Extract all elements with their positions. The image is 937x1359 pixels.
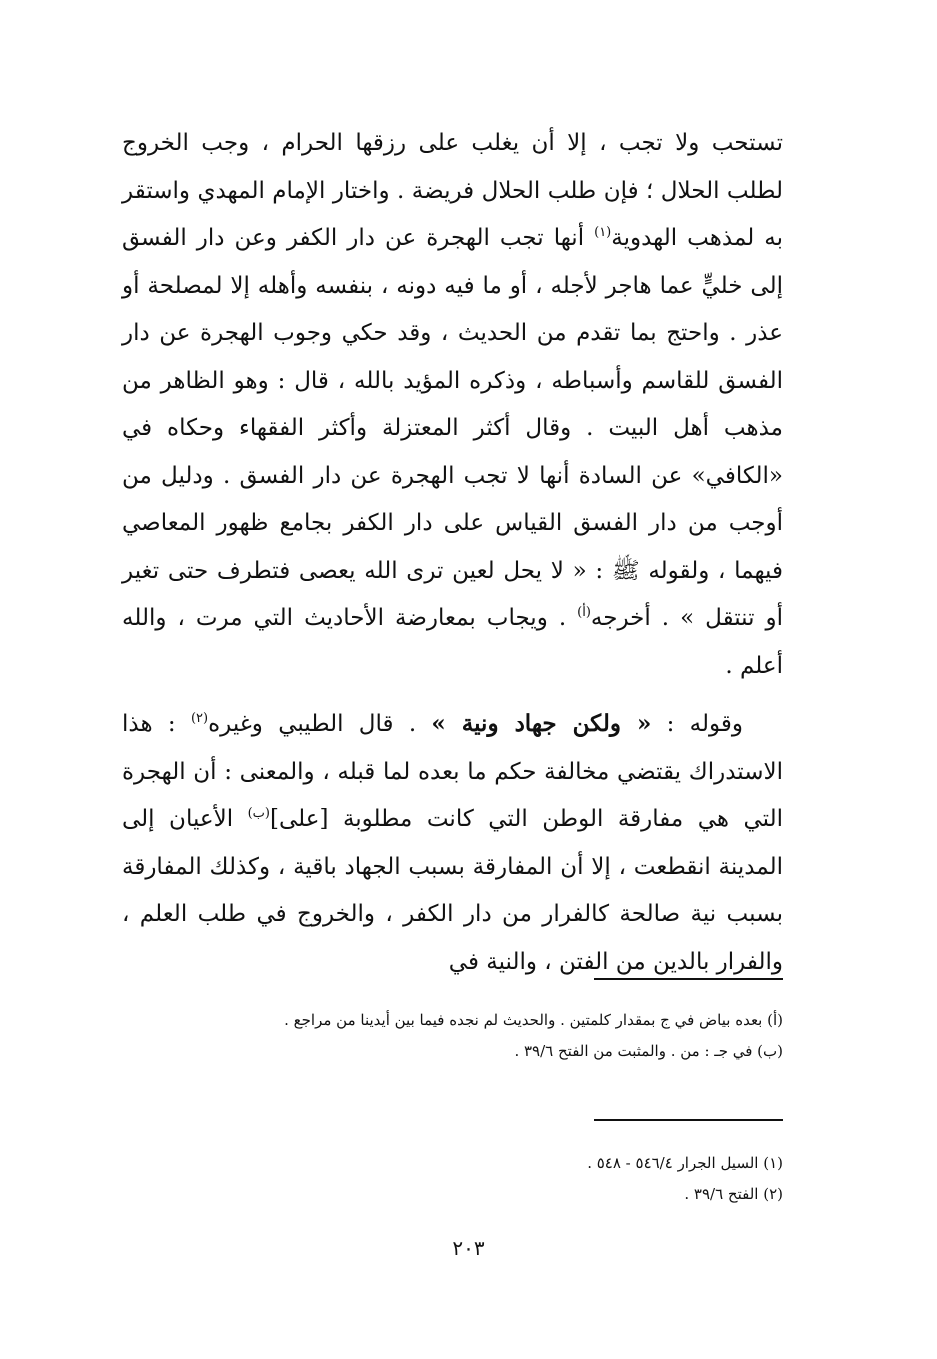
footnote-divider-numbers	[594, 1119, 783, 1121]
paragraph-2	[122, 700, 783, 986]
paragraph-1-part-1: تستحب ولا تجب ، إلا أن يغلب على رزقها الحرام ، وجب الخروج لطلب الحلال ؛ فإن طلب الحلال فريضة . واختار الإمام المهدي واستقر به لمذهب الهدوية	[122, 130, 784, 251]
footnote-divider-letters	[594, 978, 783, 980]
page-number: ٢٠٣	[452, 1236, 485, 1260]
footnote-ref-ba[interactable]: (ب)	[247, 806, 270, 821]
footnote-ref-alif[interactable]: (أ)	[577, 605, 591, 620]
paragraph-1	[122, 120, 783, 690]
paragraph-1-part-2: أنها تجب الهجرة عن دار الكفر وعن دار الفسق إلى خليٍّ عما هاجر لأجله ، أو ما فيه دونه ، بنفسه وأهله إلا لمصلحة أو عذر . واحتج بما تقدم من الحديث ، وقد حكي وجوب الهجرة عن دار الفسق للقاسم وأسباطه ، وذكره المؤيد بالله ، قال : وهو الظاهر من مذهب أهل البيت . وقال أكثر المعتزلة وأكثر الفقهاء وحكاه في «الكافي» عن السادة أنها لا تجب الهجرة عن دار الفسق . ودليل من أوجب من دار الفسق القياس على دار الكفر بجامع ظهور المعاصي فيهما ، ولقوله ﷺ : « لا يحل لعين ترى الله يعصى فتطرف حتى تغير أو تنتقل » . أخرجه	[122, 225, 784, 631]
footnote-ref-1[interactable]: (١)	[594, 225, 612, 240]
footnote-1: (١) السيل الجرار ٥٤٦/٤ - ٥٤٨ .	[587, 1154, 783, 1172]
main-text	[122, 120, 783, 1009]
hadith-quote: « ولكن جهاد ونية »	[431, 710, 652, 737]
paragraph-2-part-3: الأعيان إلى المدينة انقطعت ، إلا أن المفارقة بسبب الجهاد باقية ، وكذلك المفارقة بسبب نية صالحة كالفرار من دار الكفر ، والخروج في طلب العلم ، والفرار بالدين من الفتن ، والنية في	[122, 806, 783, 975]
footnote-2: (٢) الفتح ٣٩/٦ .	[684, 1185, 783, 1203]
paragraph-1-part-3: . ويجاب بمعارضة الأحاديث التي مرت ، والله أعلم .	[122, 605, 783, 679]
paragraph-2-lead: وقوله :	[651, 711, 743, 737]
paragraph-2-part-2: : هذا الاستدراك يقتضي مخالفة حكم ما بعده لما قبله ، والمعنى : أن الهجرة التي هي مفارقة الوطن التي كانت مطلوبة [على]	[122, 711, 783, 832]
paragraph-2-part-1: . قال الطيبي وغيره	[208, 711, 432, 737]
footnotes-numbers	[122, 1148, 783, 1210]
footnote-ba: (ب) في جـ : من . والمثبت من الفتح ٣٩/٦ .	[514, 1042, 783, 1060]
footnotes-letters	[122, 1005, 783, 1067]
footnote-ref-2[interactable]: (٢)	[190, 711, 209, 726]
footnote-alif: (أ) بعده بياض في ج بمقدار كلمتين . والحديث لم نجده فيما بين أيدينا من مراجع .	[284, 1011, 783, 1029]
